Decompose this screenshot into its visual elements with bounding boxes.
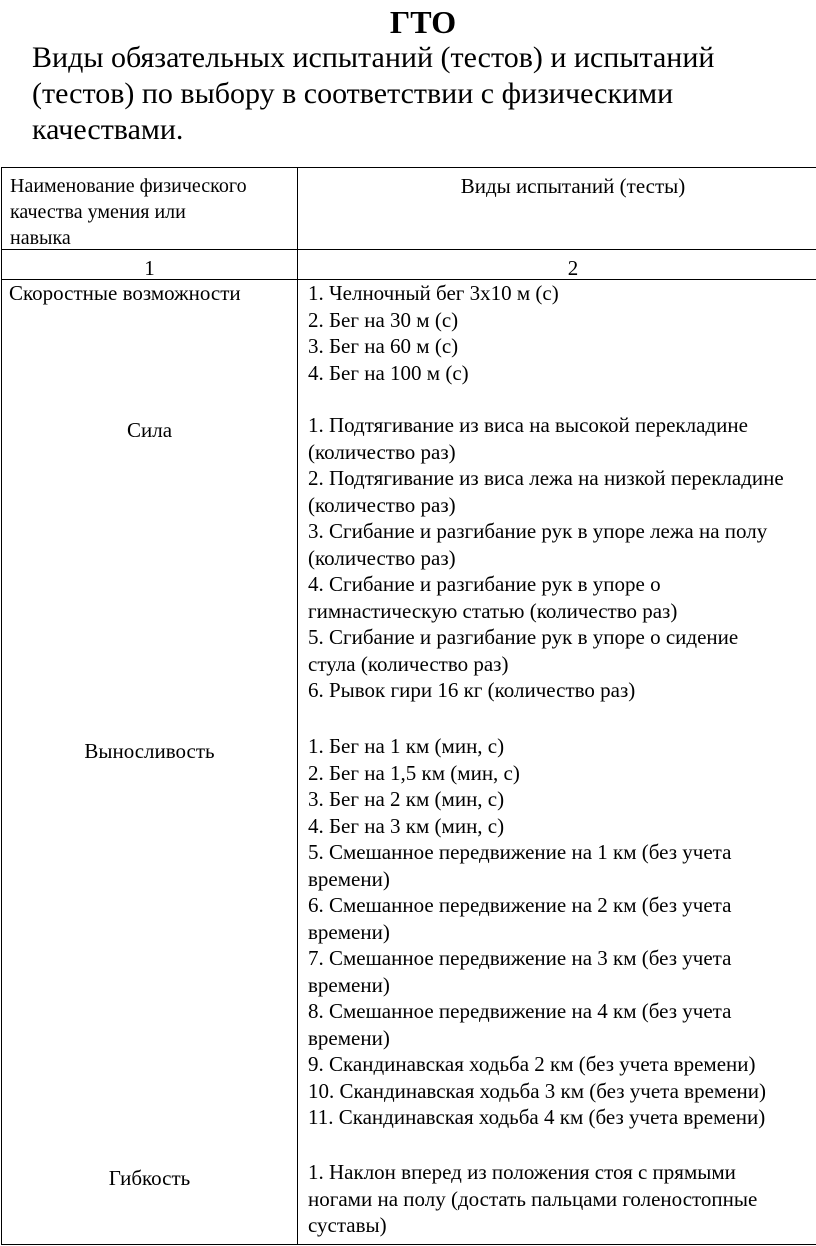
list-item: 1. Подтягивание из виса на высокой перекладине [308,413,748,437]
tests-table [1,167,816,1245]
list-item: гимнастическую статью (количество раз) [308,598,678,623]
list-item: 3. Бег на 60 м (с) [308,334,459,358]
list-item: 2. Бег на 30 м (с) [308,307,459,332]
list-item: (количество раз) [308,439,456,464]
quality-strength: Сила [126,418,173,442]
list-item: 11. Скандинавская ходьба 4 км (без учета времени) [308,1105,766,1129]
list-item: 2. Бег на 1,5 км (мин, с) [308,760,520,785]
tests-endurance [308,733,816,1131]
list-item: 1. Наклон вперед из положения стоя с прямыми [308,1160,736,1184]
list-item: 4. Бег на 3 км (мин, с) [308,813,505,838]
list-item: времени) [308,972,390,997]
list-item: суставы) [308,1213,387,1237]
list-item: времени) [308,1025,390,1050]
list-item: 6. Рывок гири 16 кг (количество раз) [308,678,636,702]
list-item: 1. Бег на 1 км (мин, с) [308,734,505,758]
list-item: 10. Скандинавская ходьба 3 км (без учета времени) [308,1078,766,1103]
list-item: 2. Подтягивание из виса лежа на низкой перекладине [308,466,784,490]
column-number-2: 2 [567,256,579,280]
list-item: стула (количество раз) [308,651,509,676]
tests-speed [308,280,816,386]
column-divider [297,168,298,1244]
list-item: 1. Челночный бег 3х10 м (с) [308,281,559,305]
list-item: 6. Смешанное передвижение на 2 км (без учета [308,893,732,917]
list-item: 7. Смешанное передвижение на 3 км (без учета [308,946,732,970]
page-title: ГТО [389,4,457,40]
header-quality-name: Наименование физического качества умения или навыка [10,175,247,249]
list-item: (количество раз) [308,492,456,517]
list-item: времени) [308,866,390,891]
list-item: 8. Смешанное передвижение на 4 км (без учета [308,999,732,1023]
list-item: 4. Сгибание и разгибание рук в упоре о [308,572,661,596]
list-item: времени) [308,919,390,944]
quality-speed: Скоростные возможности [9,281,241,305]
list-item: ногами на полу (достать пальцами голеностопные [308,1186,758,1211]
quality-flexibility: Гибкость [108,1166,191,1190]
list-item: 4. Бег на 100 м (с) [308,360,469,385]
tests-strength [308,412,816,704]
list-item: 5. Сгибание и разгибание рук в упоре о сидение [308,625,739,649]
quality-endurance: Выносливость [84,739,215,763]
list-item: (количество раз) [308,545,456,570]
header-test-types: Виды испытаний (тесты) [460,174,686,198]
list-item: 3. Бег на 2 км (мин, с) [308,787,505,811]
column-number-1: 1 [144,256,155,280]
page-subtitle: Виды обязательных испытаний (тестов) и испытаний (тестов) по выбору в соответствии с физическими качествами. [32,41,715,146]
list-item: 5. Смешанное передвижение на 1 км (без учета [308,840,732,864]
list-item: 3. Сгибание и разгибание рук в упоре лежа на полу [308,519,768,543]
list-item: 9. Скандинавская ходьба 2 км (без учета времени) [308,1052,756,1076]
tests-flexibility [308,1159,816,1239]
